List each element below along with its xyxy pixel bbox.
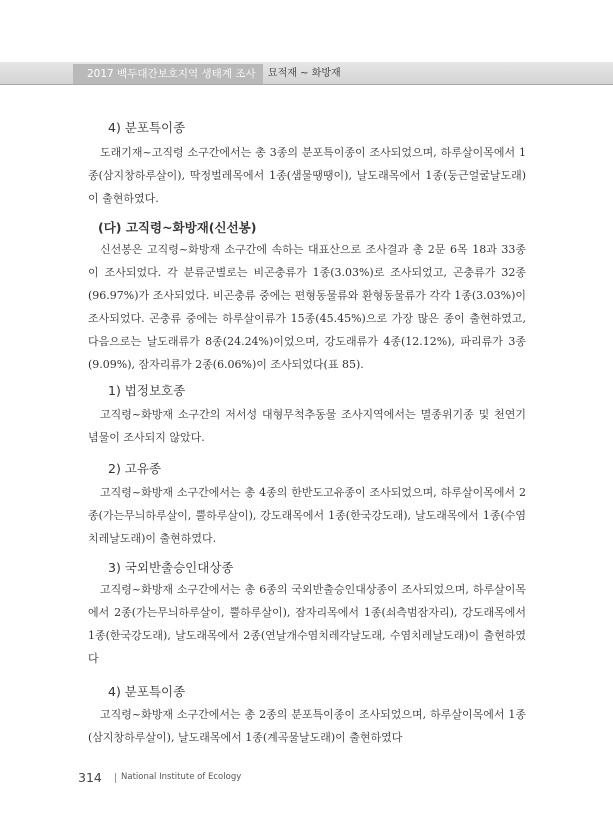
footer-organization: National Institute of Ecology: [121, 772, 242, 782]
heading-gojikryeong-hwabangjae: (다) 고직령~화방재(신선봉): [98, 220, 257, 235]
footer-separator: [115, 773, 116, 783]
paragraph-export-approval-species: 고직령~화방재 소구간에서는 총 6종의 국외반출승인대상종이 조사되었으며, 하루살이목에서 2종(가는무늬하루살이, 뿔하루살이), 잠자리목에서 1종(쇠측범잠자리), 강도래목에서 1종(한국강도래), 날도래목에서 2종(연날개수염치레각날도래, 수염치레날도래)이 출현하였다: [88, 583, 526, 665]
paragraph-protected-species: 고직령~화방재 소구간의 저서성 대형무척추동물 조사지역에서는 멸종위기종 및 천연기념물이 조사되지 않았다.: [88, 408, 526, 444]
paragraph-sinseonbong-summary: 신선봉은 고직령~화방재 소구간에 속하는 대표산으로 조사결과 총 2문 6목 18과 33종이 조사되었다. 각 분류군별로는 비곤충류가 1종(3.03%)로 조사되었고, 곤충류가 32종(96.97%)가 조사되었다. 비곤충류 중에는 편형동물류와 환형동물류가 각각 1종(3.03%)이 조사되었다. 곤충류 중에는 하루살이류가 15종(45.45%)으로 가장 많은 종이 출현하였고, 다음으로는 날도래류가 8종(24.24%)이었으며, 강도래류가 4종(12.12%), 파리류가 3종(9.09%), 잠자리류가 2종(6.06%)이 조사되었다(표 85).: [88, 243, 526, 371]
heading-distribution-1: 4) 분포특이종: [108, 120, 186, 135]
heading-endemic-species: 2) 고유종: [108, 461, 162, 476]
page-number: 314: [78, 770, 102, 785]
header-section: 묘적재 ~ 화방재: [268, 68, 341, 79]
paragraph-distribution-2: 고직령~화방재 소구간에서는 총 2종의 분포특이종이 조사되었으며, 하루살이목에서 1종(삼지창하루살이), 날도래목에서 1종(계곡물날도래)이 출현하였다: [88, 708, 526, 744]
heading-distribution-2: 4) 분포특이종: [108, 684, 186, 699]
header-divider: [0, 84, 613, 85]
heading-protected-species: 1) 법정보호종: [108, 383, 186, 398]
heading-export-approval-species: 3) 국외반출승인대상종: [108, 560, 234, 575]
paragraph-distribution-1: 도래기재~고직령 소구간에서는 총 3종의 분포특이종이 조사되었으며, 하루살이목에서 1종(삼지창하루살이), 딱정벌레목에서 1종(샘물땡땡이), 날도래목에서 1종(둥근얼굴날도래)이 출현하였다.: [88, 146, 526, 205]
header-title: 2017 백두대간보호지역 생태계 조사: [73, 64, 263, 84]
paragraph-endemic-species: 고직령~화방재 소구간에서는 총 4종의 한반도고유종이 조사되었으며, 하루살이목에서 2종(가는무늬하루살이, 뿔하루살이), 강도래목에서 1종(한국강도래), 날도래목에서 1종(수염치레날도래)이 출현하였다.: [88, 486, 526, 545]
